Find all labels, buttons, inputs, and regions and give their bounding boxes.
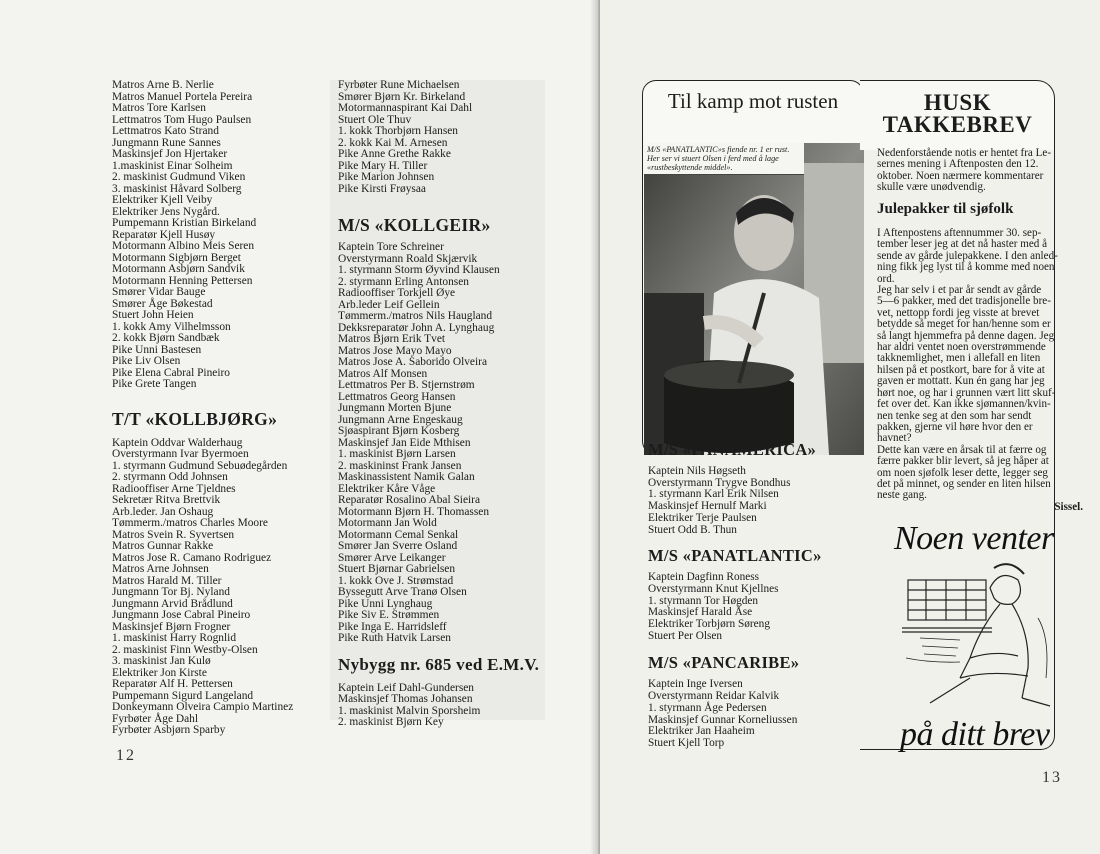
crew-list-continued-2	[338, 80, 588, 195]
letter-text-line: Jeg har selv i et par år sendt av gårde	[877, 284, 1042, 297]
crew-member-line: 2. kokk Kai M. Arnesen	[338, 136, 448, 149]
crew-member-line: Stuert Ole Thuv	[338, 113, 412, 126]
crew-member-line: Matros Bjørn Erik Tvet	[338, 333, 446, 345]
letter-text-line: ord.	[877, 272, 895, 285]
letter-text-line: fet over det. Kan ikke sjømannen/kvin-	[877, 398, 1051, 411]
letter-text-line: takknemlighet, men i allefall en liten	[877, 352, 1041, 365]
crew-member-line: Elektriker Kjell Veiby	[112, 194, 213, 206]
crew-member-line: Stuert Kjell Torp	[648, 736, 725, 749]
letter-text-line: gaven er mottatt. Kun én gang har jeg	[877, 375, 1045, 388]
crew-member-line: Overstyrmann Trygve Bondhus	[648, 476, 791, 489]
right-page	[600, 0, 1100, 854]
letter-text-line: sende av gårde julepakkene. I den anled-	[877, 249, 1058, 262]
crew-member-line: Overstyrmann Knut Kjellnes	[648, 582, 779, 595]
notice-title	[870, 92, 1045, 136]
letter-text-line: har aldri ventet noen overstrømmende	[877, 341, 1046, 354]
crew-member-line: 2. maskinist Gudmund Viken	[112, 171, 246, 183]
letter-heading: Julepakker til sjøfolk	[877, 201, 1014, 217]
crew-member-line: Lettmatros Per B. Stjernstrøm	[338, 379, 475, 391]
crew-member-line: Motormann Henning Pettersen	[112, 274, 253, 287]
crew-member-line: Pike Anne Grethe Rakke	[338, 148, 451, 160]
crew-member-line: Pumpemann Sigurd Langeland	[112, 689, 254, 702]
crew-member-line: Jungmann Jose Cabral Pineiro	[112, 609, 251, 621]
crew-list-nybygg	[338, 683, 588, 729]
page-number-right: 13	[1042, 769, 1062, 786]
photo-caption: M/S «PANATLANTIC»s fiende nr. 1 er rust. Her ser vi stuert Olsen i ferd med å lage «rustbeskyttende middel».	[644, 143, 804, 175]
crew-member-line: Arb.leder Leif Gellein	[338, 298, 440, 311]
crew-member-line: Matros Jose R. Camano Rodriguez	[112, 551, 272, 564]
letter-text-line: ning fikk jeg lyst til å komme med noen	[877, 261, 1055, 274]
crew-member-line: Smører Jan Sverre Osland	[338, 540, 458, 552]
crew-member-line: Arb.leder. Jan Oshaug	[112, 505, 214, 518]
crew-member-line: Kaptein Inge Iversen	[648, 678, 743, 691]
crew-member-line: Maskinsjef Jan Eide Mthisen	[338, 436, 471, 449]
crew-member-line: Radiooffiser Torkjell Øye	[338, 287, 456, 299]
crew-member-line: Sekretær Ritva Brettvik	[112, 494, 221, 506]
crew-member-line: 2. maskininst Frank Jansen	[338, 459, 462, 472]
crew-member-line: 1. styrmann Gudmund Sebuødegården	[112, 459, 288, 472]
notice-text-line: sernes mening i Aftenposten den 12.	[877, 158, 1039, 171]
crew-member-line: 3. maskinist Håvard Solberg	[112, 182, 242, 195]
crew-member-line: Donkeymann Olveira Campio Martinez	[112, 701, 294, 713]
crew-member-line: Motormann Jan Wold	[338, 517, 437, 529]
ship-heading-kollbjorg: T/T «KOLLBJØRG»	[112, 408, 278, 429]
crew-member-line: Smører Vidar Bauge	[112, 286, 206, 298]
crew-member-line: Overstyrmann Ivar Byermoen	[112, 448, 249, 460]
script-title-bottom: på ditt brev	[900, 716, 1050, 753]
crew-member-line: Pike Marion Johnsen	[338, 171, 435, 183]
crew-member-line: Matros Arne B. Nerlie	[112, 79, 214, 91]
article-title: Til kamp mot rusten	[667, 89, 839, 113]
letter-text-line: det på minnet, og sender en liten hilsen	[877, 477, 1051, 490]
crew-member-line: 1.maskinist Einar Solheim	[112, 159, 233, 172]
crew-member-line: Byssegutt Arve Tranø Olsen	[338, 586, 467, 598]
crew-member-line: Kaptein Oddvar Walderhaug	[112, 436, 243, 449]
crew-member-line: Stuert Odd B. Thun	[648, 523, 737, 536]
crew-member-line: 2. styrmann Odd Johnsen	[112, 471, 228, 483]
ship-heading-kollgeir: M/S «KOLLGEIR»	[338, 215, 491, 235]
crew-member-line: Elektriker Jens Nygård.	[112, 205, 220, 218]
crew-member-line: Motormann Albino Meis Seren	[112, 240, 255, 252]
page-number-left: 12	[116, 747, 136, 764]
script-title-top: Noen venter	[894, 520, 1054, 557]
crew-member-line: Pike Ruth Hatvik Larsen	[338, 632, 451, 644]
crew-member-line: Elektriker Kåre Våge	[338, 482, 436, 495]
crew-member-line: Motormann Sigbjørn Berget	[112, 251, 241, 264]
crew-member-line: Reparatør Alf H. Pettersen	[112, 678, 233, 690]
crew-member-line: Kaptein Tore Schreiner	[338, 241, 444, 253]
crew-member-line: Pumpemann Kristian Birkeland	[112, 217, 257, 229]
crew-member-line: Pike Mary H. Tiller	[338, 159, 428, 172]
crew-member-line: Elektriker Terje Paulsen	[648, 511, 757, 524]
crew-member-line: Motormann Cemal Senkal	[338, 528, 459, 541]
crew-list-panatlantic	[648, 572, 863, 642]
crew-member-line: Maskinassistent Namik Galan	[338, 471, 475, 483]
letter-text-line: 5—6 pakker, med det tradisjonelle bre-	[877, 295, 1051, 308]
ship-heading-panamerica: M/S «PANAMERICA»	[648, 440, 817, 459]
crew-member-line: Matros Tore Karlsen	[112, 102, 206, 114]
crew-member-line: 1. maskinist Harry Rognlid	[112, 632, 237, 644]
sailor-writing-illustration	[900, 558, 1060, 708]
crew-member-line: Maskinsjef Bjørn Frogner	[112, 620, 231, 633]
crew-member-line: Pike Unni Bastesen	[112, 343, 202, 356]
crew-member-line: Lettmatros Kato Strand	[112, 125, 219, 137]
crew-member-line: Elektriker Jan Haaheim	[648, 725, 755, 738]
crew-member-line: Pike Liv Olsen	[112, 355, 181, 367]
crew-member-line: Smører Åge Bøkestad	[112, 297, 213, 310]
crew-list-panamerica	[648, 466, 863, 536]
crew-member-line: Kaptein Dagfinn Roness	[648, 571, 760, 584]
steward-photo-image	[644, 143, 864, 455]
crew-member-line: Overstyrmann Roald Skjærvik	[338, 252, 478, 265]
ship-heading-nybygg: Nybygg nr. 685 ved E.M.V.	[338, 654, 540, 674]
letter-text-line: færre pakker blir levert, så jeg håper at	[877, 455, 1049, 468]
notice-text-line: skulle være unødvendig.	[877, 181, 986, 194]
crew-member-line: Elektriker Torbjørn Søreng	[648, 618, 770, 631]
crew-member-line: 1. maskinist Malvin Sporsheim	[338, 704, 481, 717]
crew-member-line: Fyrbøter Rune Michaelsen	[338, 79, 460, 91]
crew-member-line: Lettmatros Tom Hugo Paulsen	[112, 113, 252, 126]
crew-member-line: 2. styrmann Erling Antonsen	[338, 275, 469, 288]
crew-member-line: Pike Unni Lynghaug	[338, 597, 433, 610]
crew-member-line: Kaptein Leif Dahl-Gundersen	[338, 681, 475, 694]
crew-member-line: Pike Kirsti Frøysaa	[338, 182, 426, 195]
crew-list-pancaribe	[648, 679, 863, 749]
crew-member-line: Maskinsjef Gunnar Korneliussen	[648, 713, 798, 726]
crew-member-line: Matros Jose Mayo Mayo	[338, 344, 452, 357]
crew-member-line: Reparatør Rosalino Abal Sieira	[338, 494, 481, 506]
letter-text-line: Dette kan være en årsak til at færre og	[877, 443, 1047, 456]
column-2	[338, 80, 588, 729]
letter-text-line: havnet?	[877, 432, 912, 445]
crew-member-line: 1. styrmann Storm Øyvind Klausen	[338, 264, 500, 276]
crew-member-line: Kaptein Nils Høgseth	[648, 465, 746, 477]
crew-member-line: Pike Siv E. Strømmen	[338, 609, 440, 621]
notice-text-line: Nedenforstående notis er hentet fra Le-	[877, 147, 1052, 159]
notice-title-line-2: TAKKEBREV	[882, 112, 1033, 137]
crew-member-line: Maskinsjef Jon Hjertaker	[112, 148, 228, 160]
crew-member-line: Matros Svein R. Syvertsen	[112, 528, 235, 541]
ship-heading-pancaribe: M/S «PANCARIBE»	[648, 653, 800, 673]
letter-text-line: nen tenke seg at den som har sendt	[877, 409, 1032, 422]
letter-text-line: hilsen på et postkort, bare for å vite at	[877, 363, 1045, 376]
crew-member-line: Motormannaspirant Kai Dahl	[338, 102, 473, 114]
crew-member-line: Jungmann Tor Bj. Nyland	[112, 586, 230, 598]
letter-text-line: hørt noe, og har i grunnen vært litt skuf-	[877, 386, 1056, 399]
crew-member-line: 3. maskinist Jan Kulø	[112, 655, 211, 667]
crew-member-line: Motormann Asbjørn Sandvik	[112, 263, 245, 275]
letter-text-line: pakken, gjerne vil høre hvor den er	[877, 420, 1033, 433]
crew-member-line: Fyrbøter Asbjørn Sparby	[112, 724, 226, 736]
crew-member-line: Fyrbøter Åge Dahl	[112, 712, 199, 725]
crew-member-line: Radiooffiser Arne Tjeldnes	[112, 482, 236, 495]
crew-member-line: Pike Inga E. Harridsleff	[338, 620, 447, 633]
letter-text-line: tember leser jeg at det nå haster med å	[877, 238, 1048, 251]
crew-member-line: Matros Harald M. Tiller	[112, 574, 222, 587]
letter-text-line: så langt hjemmefra på denne dagen. Jeg	[877, 329, 1055, 342]
notice-text-line: oktober. Noen nærmere kommentarer	[877, 169, 1044, 182]
letter-text-line: om noen sjøfolk leser dette, legger seg	[877, 466, 1048, 479]
letter-text-line: I Aftenpostens aftennummer 30. sep-	[877, 227, 1042, 239]
ship-heading-panatlantic: M/S «PANATLANTIC»	[648, 546, 822, 566]
crew-member-line: Maskinsjef Thomas Johansen	[338, 693, 473, 705]
column-1	[112, 80, 332, 737]
letter-signature: Sissel.	[1054, 501, 1083, 513]
crew-member-line: Jungmann Rune Sannes	[112, 136, 221, 149]
crew-member-line: Smører Bjørn Kr. Birkeland	[338, 90, 466, 103]
crew-member-line: Stuert Per Olsen	[648, 629, 723, 642]
crew-member-line: Jungmann Arvid Brådlund	[112, 597, 233, 610]
crew-member-line: Tømmerm./matros Nils Haugland	[338, 310, 493, 322]
crew-member-line: Pike Grete Tangen	[112, 378, 197, 390]
crew-member-line: Jungmann Morten Bjune	[338, 402, 452, 414]
crew-member-line: Maskinsjef Harald Åse	[648, 606, 753, 619]
photo-steward	[644, 143, 864, 455]
crew-member-line: 1. styrmann Tor Høgden	[648, 594, 759, 607]
crew-member-line: 2. maskinist Bjørn Key	[338, 716, 444, 728]
crew-member-line: Matros Manuel Portela Pereira	[112, 90, 253, 103]
crew-member-line: Dekksreparatør John A. Lynghaug	[338, 321, 495, 334]
panamerica-section	[648, 440, 863, 750]
crew-member-line: Matros Gunnar Rakke	[112, 540, 214, 552]
crew-member-line: Elektriker Jon Kirste	[112, 666, 207, 679]
crew-member-line: Maskinsjef Hernulf Marki	[648, 500, 767, 513]
crew-list-kollbjorg	[112, 438, 332, 737]
crew-member-line: Pike Elena Cabral Pineiro	[112, 366, 230, 379]
crew-member-line: Stuert John Heien	[112, 309, 194, 321]
crew-member-line: 1. styrmann Karl Erik Nilsen	[648, 488, 779, 501]
crew-member-line: 2. maskinist Finn Westby-Olsen	[112, 643, 258, 656]
crew-list-continued	[112, 80, 332, 391]
crew-member-line: Matros Jose A. Saborido Olveira	[338, 356, 488, 368]
notice-title-line-1: HUSK	[923, 90, 992, 115]
letter-text-line: betydde så meget for han/henne som er	[877, 318, 1051, 331]
crew-member-line: 1. kokk Amy Vilhelmsson	[112, 320, 231, 333]
crew-member-line: Jungmann Arne Engeskaug	[338, 413, 463, 426]
crew-list-kollgeir	[338, 242, 588, 645]
crew-member-line: 1. kokk Ove J. Strømstad	[338, 574, 454, 587]
crew-member-line: Smører Arve Leikanger	[338, 551, 446, 564]
crew-member-line: Sjøaspirant Bjørn Kosberg	[338, 425, 460, 437]
letter-text-line: vet, nettopp fordi jeg visste at brevet	[877, 306, 1040, 319]
crew-member-line: 2. kokk Bjørn Sandbæk	[112, 332, 220, 344]
crew-member-line: Reparatør Kjell Husøy	[112, 228, 216, 241]
crew-member-line: Lettmatros Georg Hansen	[338, 390, 456, 403]
crew-member-line: 1. styrmann Åge Pedersen	[648, 701, 767, 714]
crew-member-line: Matros Arne Johnsen	[112, 563, 209, 575]
crew-member-line: 1. kokk Thorbjørn Hansen	[338, 125, 459, 137]
crew-member-line: 1. maskinist Bjørn Larsen	[338, 448, 456, 460]
crew-member-line: Matros Alf Monsen	[338, 367, 428, 380]
letter-text-line: neste gang.	[877, 489, 927, 502]
crew-member-line: Motormann Bjørn H. Thomassen	[338, 505, 490, 518]
crew-member-line: Stuert Bjørnar Gabrielsen	[338, 563, 456, 575]
crew-member-line: Tømmerm./matros Charles Moore	[112, 517, 268, 529]
crew-member-line: Overstyrmann Reidar Kalvik	[648, 690, 780, 703]
